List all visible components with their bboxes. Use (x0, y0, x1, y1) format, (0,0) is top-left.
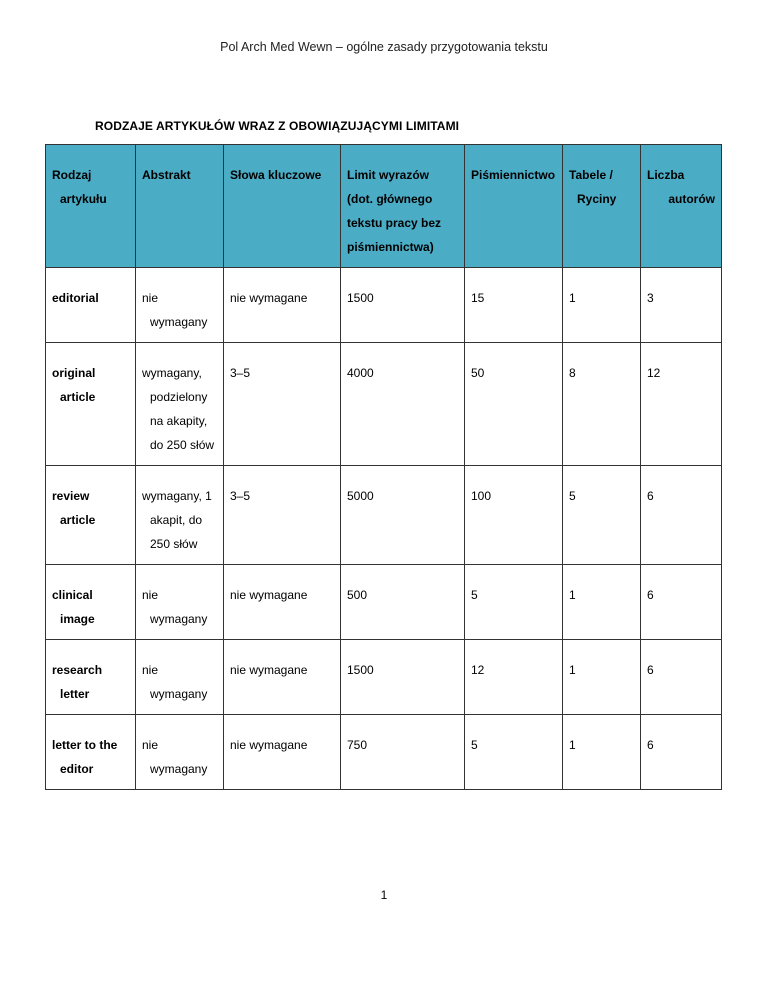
cell-references: 5 (465, 565, 563, 640)
table-row (46, 268, 722, 343)
cell-article-type: review article (46, 466, 136, 565)
cell-keywords: 3–5 (224, 343, 341, 466)
page-header: Pol Arch Med Wewn – ogólne zasady przygotowania tekstu (220, 40, 548, 54)
cell-article-type: editorial (46, 268, 136, 343)
cell-article-type: original article (46, 343, 136, 466)
cell-abstract: nie wymagany (136, 268, 224, 343)
header-word-limit (341, 145, 465, 268)
header-line: Piśmiennictwo (471, 168, 556, 182)
cell-authors: 6 (641, 640, 722, 715)
cell-tables-figures: 1 (563, 565, 641, 640)
cell-word-limit: 500 (341, 565, 465, 640)
table-row (46, 466, 722, 565)
table-row (46, 343, 722, 466)
header-line: tekstu pracy bez (347, 216, 442, 230)
header-line: Liczba (647, 168, 685, 182)
cell-authors: 6 (641, 715, 722, 790)
cell-tables-figures: 1 (563, 640, 641, 715)
cell-word-limit: 5000 (341, 466, 465, 565)
header-line: Rodzaj (52, 168, 92, 182)
cell-article-type: research letter (46, 640, 136, 715)
cell-word-limit: 1500 (341, 268, 465, 343)
cell-authors: 3 (641, 268, 722, 343)
header-authors (641, 145, 722, 268)
cell-tables-figures: 8 (563, 343, 641, 466)
header-line: Słowa kluczowe (230, 168, 322, 182)
cell-authors: 6 (641, 565, 722, 640)
table-header-row (46, 145, 722, 268)
cell-abstract: nie wymagany (136, 565, 224, 640)
cell-keywords: nie wymagane (224, 268, 341, 343)
cell-references: 15 (465, 268, 563, 343)
cell-keywords: nie wymagane (224, 715, 341, 790)
header-keywords (224, 145, 341, 268)
header-article-type (46, 145, 136, 268)
cell-authors: 12 (641, 343, 722, 466)
cell-tables-figures: 1 (563, 268, 641, 343)
table-row (46, 640, 722, 715)
cell-tables-figures: 5 (563, 466, 641, 565)
cell-keywords: nie wymagane (224, 565, 341, 640)
header-line: (dot. głównego (347, 192, 433, 206)
section-title: RODZAJE ARTYKUŁÓW WRAZ Z OBOWIĄZUJĄCYMI LIMITAMI (95, 119, 460, 133)
cell-word-limit: 750 (341, 715, 465, 790)
cell-tables-figures: 1 (563, 715, 641, 790)
header-line: artykułu (60, 192, 107, 206)
table-row (46, 565, 722, 640)
cell-keywords: 3–5 (224, 466, 341, 565)
cell-article-type: clinical image (46, 565, 136, 640)
table-row (46, 715, 722, 790)
header-line: Ryciny (577, 192, 617, 206)
cell-references: 100 (465, 466, 563, 565)
cell-abstract: wymagany, 1 akapit, do 250 słów (136, 466, 224, 565)
cell-references: 5 (465, 715, 563, 790)
header-references (465, 145, 563, 268)
header-line: Tabele / (569, 168, 613, 182)
cell-word-limit: 4000 (341, 343, 465, 466)
page-number: 1 (380, 888, 388, 902)
cell-abstract: wymagany, podzielony na akapity, do 250 słów (136, 343, 224, 466)
cell-references: 50 (465, 343, 563, 466)
cell-abstract: nie wymagany (136, 715, 224, 790)
header-abstract (136, 145, 224, 268)
cell-abstract: nie wymagany (136, 640, 224, 715)
header-tables-figures (563, 145, 641, 268)
cell-keywords: nie wymagane (224, 640, 341, 715)
header-line: autorów (668, 192, 715, 206)
header-line: Limit wyrazów (347, 168, 430, 182)
cell-authors: 6 (641, 466, 722, 565)
cell-word-limit: 1500 (341, 640, 465, 715)
cell-article-type: letter to the editor (46, 715, 136, 790)
header-line: piśmiennictwa) (347, 240, 434, 254)
cell-references: 12 (465, 640, 563, 715)
header-line: Abstrakt (142, 168, 191, 182)
article-limits-table (45, 144, 722, 790)
